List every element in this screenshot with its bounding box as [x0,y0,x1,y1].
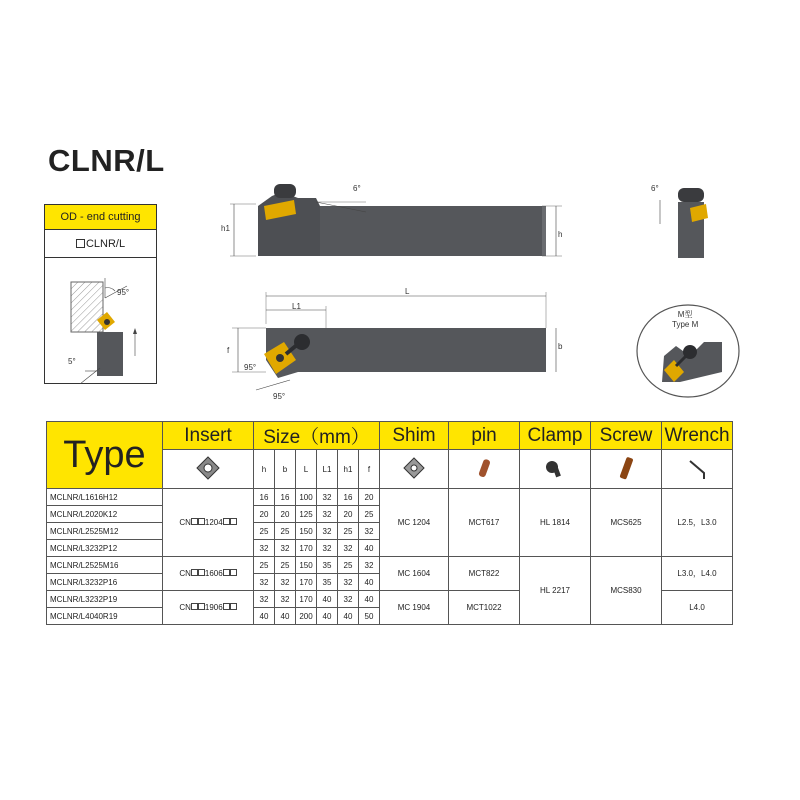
page-title: CLNR/L [48,143,165,178]
screw-icon [591,450,662,489]
screw-cell: MCS830 [591,557,662,625]
table-row: MCLNR/L2525M16 CN 1606 25 25 150 35 25 32 MC 1604 MCT822 HL 2217 MCS830 L3.0，L4.0 [47,557,733,574]
table-row: MCLNR/L2525M12 25 25 150 32 25 32 [47,523,733,540]
pin-icon [449,450,520,489]
wrench-cell: L3.0，L4.0 [662,557,733,591]
size-col-h: h [254,450,275,489]
wrench-cell: L2.5，L3.0 [662,489,733,557]
b-label: b [558,342,563,351]
side-angle-label: 6° [353,184,361,193]
h-label: h [558,230,563,239]
clamp-header: Clamp [520,422,591,450]
table-row: MCLNR/L3232P19 CN 1906 32 32 170 40 32 40 MC 1904 MCT1022 L4.0 [47,591,733,608]
operation-panel [44,204,157,384]
pin-cell: MCT617 [449,489,520,557]
top-angle2-label: 95° [273,392,286,401]
top-view-diagram [226,280,578,404]
spec-table [46,421,733,625]
screw-cell: MCS625 [591,489,662,557]
table-row: MCLNR/L3232P12 32 32 170 32 32 40 [47,540,733,557]
clamp-icon [520,450,591,489]
top-angle1-label: 95° [244,363,257,372]
size-header: Size（mm） [254,422,380,450]
wrench-cell: L4.0 [662,591,733,625]
insert-header: Insert [163,422,254,450]
wrench-icon [662,450,733,489]
insert-cell: CN 1906 [163,591,254,625]
placeholder-square-icon [76,239,85,248]
screw-header: Screw [591,422,662,450]
insert-cell: CN 1204 [163,489,254,557]
insert-icon [163,450,254,489]
shim-cell: MC 1604 [380,557,449,591]
type-header: Type [47,422,163,489]
shim-icon [380,450,449,489]
wrench-header: Wrench [662,422,733,450]
pin-cell: MCT822 [449,557,520,591]
shim-header: Shim [380,422,449,450]
f-label: f [227,346,230,355]
table-row: MCLNR/L4040R19 40 40 200 40 40 50 [47,608,733,625]
size-col-L1: L1 [317,450,338,489]
table-row: MCLNR/L2020K12 20 20 125 32 20 25 [47,506,733,523]
shim-cell: MC 1204 [380,489,449,557]
end-angle-label: 6° [651,184,659,193]
size-col-b: b [275,450,296,489]
table-row: MCLNR/L1616H12 CN 1204 16 16 100 32 16 20 MC 1204 MCT617 HL 1814 MCS625 L2.5，L3.0 [47,489,733,506]
L1-label: L1 [292,302,301,311]
size-col-f: f [359,450,380,489]
shim-cell: MC 1904 [380,591,449,625]
L-label: L [405,287,410,296]
pin-header: pin [449,422,520,450]
size-col-L: L [296,450,317,489]
table-row: MCLNR/L3232P16 32 32 170 35 32 40 [47,574,733,591]
panel-angle-label: 95° [117,288,130,297]
pin-cell: MCT1022 [449,591,520,625]
size-col-h1: h1 [338,450,359,489]
table-header-row [47,422,733,450]
end-view-diagram [650,180,730,260]
h1-label: h1 [221,224,230,233]
insert-cell: CN 1606 [163,557,254,591]
side-view-diagram [216,176,572,276]
operation-diagram [45,258,156,384]
operation-header: OD - end cutting [45,205,156,230]
detail-label: M型 Type M [672,310,699,329]
clamp-cell: HL 2217 [520,557,591,625]
operation-code: CLNR/L [45,230,156,258]
panel-angle2-label: 5° [68,357,76,366]
clamp-cell: HL 1814 [520,489,591,557]
